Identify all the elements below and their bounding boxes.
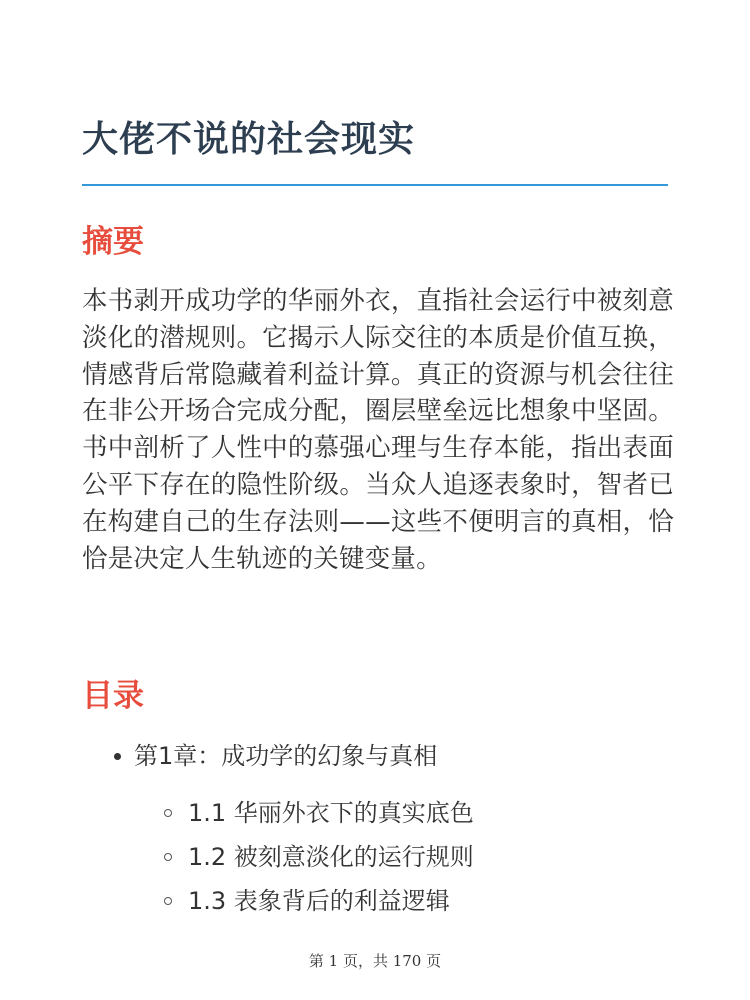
document-title: 大佬不说的社会现实 [82, 119, 416, 160]
page-footer: 第 1 页，共 170 页 [308, 952, 442, 970]
toc-heading: 目录 [82, 678, 144, 714]
bullet-circle-icon [164, 897, 172, 905]
abstract-heading: 摘要 [82, 224, 144, 260]
bullet-circle-icon [164, 853, 172, 861]
title-divider [82, 184, 668, 186]
toc-section-1-1[interactable]: 1.1 华丽外衣下的真实底色 [188, 799, 474, 827]
toc-chapter-1[interactable]: 第1章：成功学的幻象与真相 [134, 742, 438, 770]
bullet-disc-icon [114, 753, 121, 760]
toc-section-1-3[interactable]: 1.3 表象背后的利益逻辑 [188, 887, 450, 915]
toc-section-1-2[interactable]: 1.2 被刻意淡化的运行规则 [188, 843, 474, 871]
abstract-paragraph: 本书剥开成功学的华丽外衣，直指社会运行中被刻意淡化的潜规则。它揭示人际交往的本质是价值互换，情感背后常隐藏着利益计算。真正的资源与机会往往在非公开场合完成分配，圈层壁垒远比想象中坚固。书中剖析了人性中的慕强心理与生存本能，指出表面公平下存在的隐性阶级。当众人追逐表象时，智者已在构建自己的生存法则——这些不便明言的真相，恰恰是决定人生轨迹的关键变量。 [82, 286, 674, 574]
bullet-circle-icon [164, 809, 172, 817]
